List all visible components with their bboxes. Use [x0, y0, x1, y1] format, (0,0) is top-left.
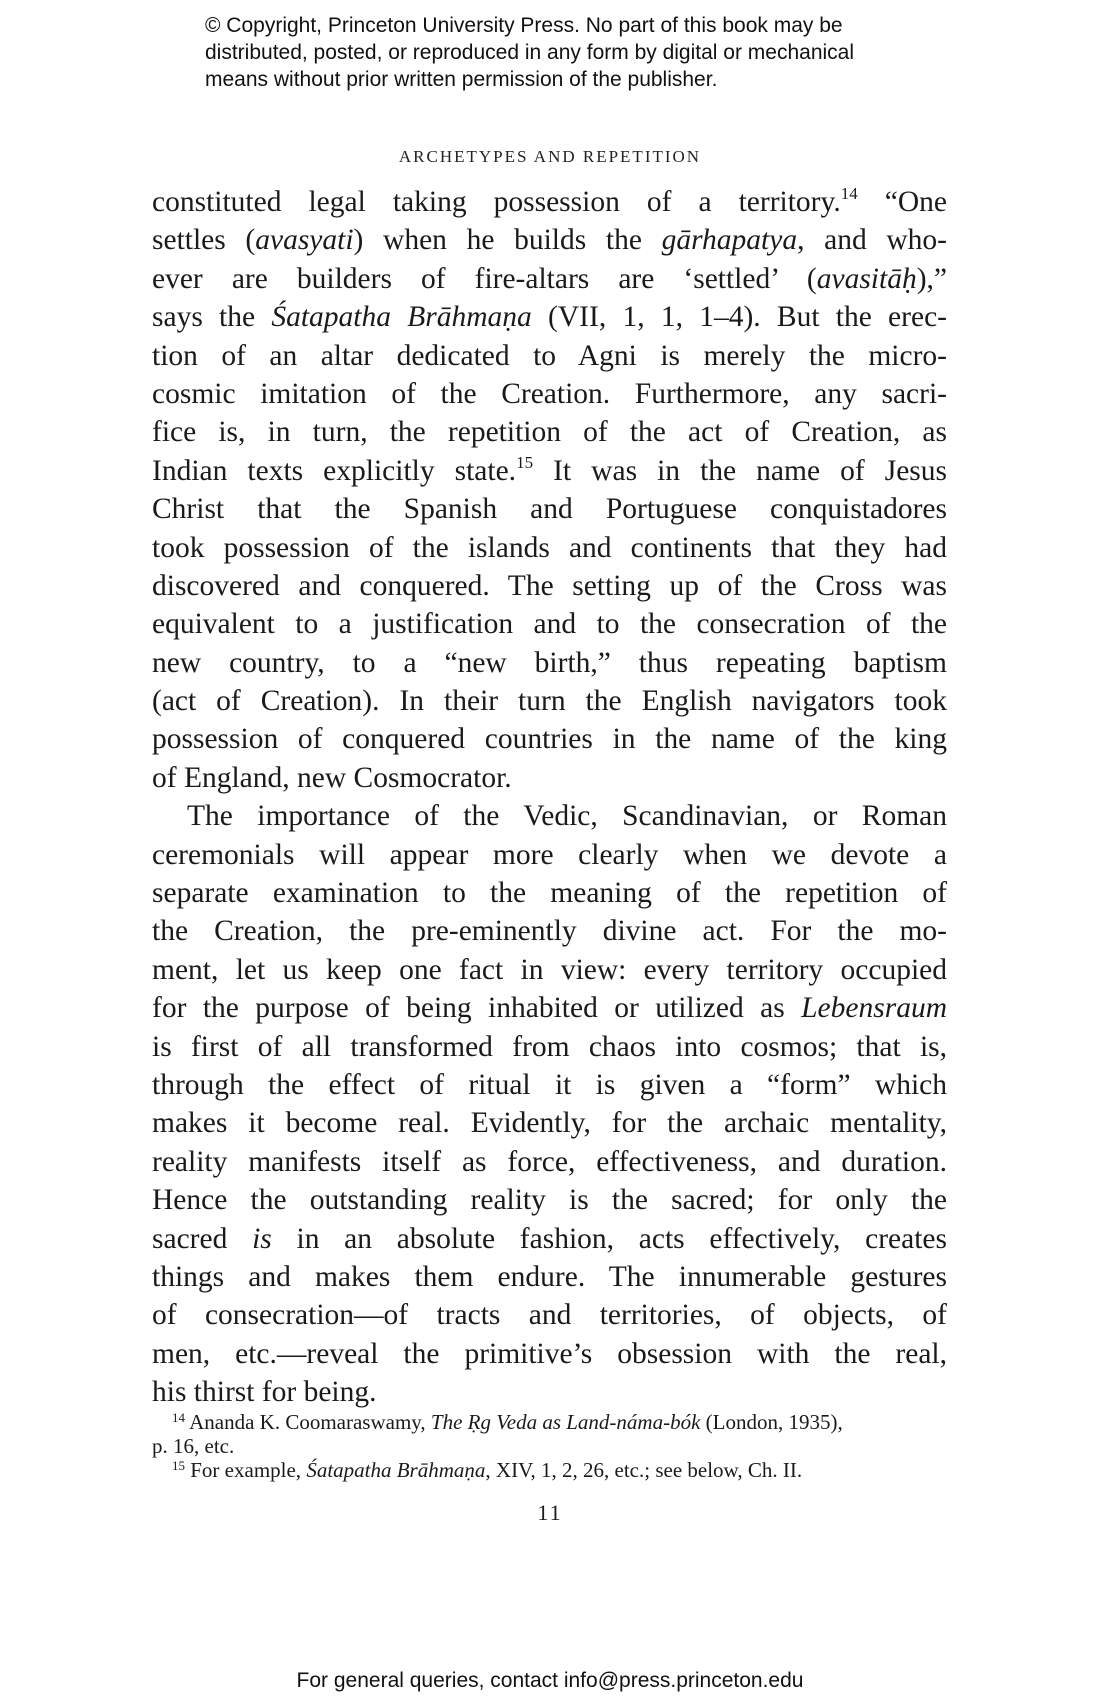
footnote-number: 15	[172, 1458, 185, 1473]
italic-term: avasitāḥ	[816, 262, 917, 295]
text-line: separate examination to the meaning of the repetition of	[152, 877, 947, 910]
text-line: took possession of the islands and continents that they had	[152, 531, 947, 564]
footnote-14	[152, 1410, 947, 1434]
text-line	[152, 989, 947, 1027]
text-span: constituted legal taking possession of a territory.	[152, 186, 841, 218]
text-line: Christ that the Spanish and Portuguese conquistadores	[152, 493, 947, 526]
text-line: cosmic imitation of the Creation. Furthermore, any sacri-	[152, 377, 947, 410]
text-line: Hence the outstanding reality is the sacred; for only the	[152, 1184, 947, 1217]
italic-term: is	[252, 1222, 272, 1255]
text-line	[152, 183, 947, 221]
text-line: The importance of the Vedic, Scandinavian, or Roman	[187, 800, 947, 833]
text-line	[152, 221, 947, 259]
copyright-line: © Copyright, Princeton University Press. No part of this book may be	[205, 14, 843, 37]
text-span: ever are builders of fire-altars are ‘settled’ (	[152, 262, 817, 295]
copyright-line: distributed, posted, or reproduced in any form by digital or mechanical	[205, 41, 855, 64]
text-line	[152, 260, 947, 298]
text-span: , and who-	[797, 224, 947, 257]
text-span: in an absolute fashion, acts effectively, creates	[271, 1222, 947, 1255]
contact-line: For general queries, contact info@press.princeton.edu	[296, 1669, 804, 1692]
text-line: reality manifests itself as force, effectiveness, and duration.	[152, 1145, 947, 1178]
italic-term: gārhapatya	[661, 224, 798, 257]
text-span: sacred	[152, 1222, 253, 1255]
text-span: It was in the name of Jesus	[533, 454, 947, 487]
text-line: (act of Creation). In their turn the English navigators took	[152, 685, 947, 718]
text-line: is first of all transformed from chaos into cosmos; that is,	[152, 1030, 947, 1063]
text-line: tion of an altar dedicated to Agni is merely the micro-	[152, 339, 947, 372]
text-line: fice is, in turn, the repetition of the act of Creation, as	[152, 416, 947, 449]
text-span: Indian texts explicitly state.	[152, 454, 517, 487]
text-span: , XIV, 1, 2, 26, etc.; see below, Ch. II.	[485, 1458, 803, 1482]
text-line	[152, 298, 947, 336]
text-span: (London, 1935),	[700, 1410, 843, 1434]
text-span: (VII, 1, 1, 1–4). But the erec-	[531, 301, 947, 334]
text-span: Ananda K. Coomaraswamy,	[185, 1410, 431, 1434]
text-span: says the	[152, 301, 272, 334]
text-line: equivalent to a justification and to the consecration of the	[152, 608, 947, 641]
text-line: possession of conquered countries in the name of the king	[152, 723, 947, 756]
text-line: of consecration—of tracts and territories, of objects, of	[152, 1299, 947, 1332]
running-head: ARCHETYPES AND REPETITION	[398, 147, 702, 166]
footnote-14-continuation: p. 16, etc.	[152, 1434, 235, 1458]
copyright-line: means without prior written permission of the publisher.	[205, 68, 718, 91]
text-span: settles (	[152, 224, 256, 257]
footnote-number: 14	[172, 1410, 185, 1425]
italic-title: Śatapatha Brāhmaṇa	[306, 1458, 486, 1482]
text-line: ment, let us keep one fact in view: every territory occupied	[152, 953, 947, 986]
footnotes	[152, 1410, 947, 1482]
text-span: For example,	[185, 1458, 307, 1482]
text-span: ),”	[916, 262, 947, 295]
text-span: for the purpose of being inhabited or utilized as	[152, 992, 802, 1025]
italic-title: The Ṛg Veda as Land-náma-bók	[430, 1410, 701, 1434]
text-line: new country, to a “new birth,” thus repeating baptism	[152, 646, 947, 679]
text-line: ceremonials will appear more clearly when we devote a	[152, 838, 947, 871]
text-line: his thirst for being.	[152, 1376, 377, 1409]
italic-term: Lebensraum	[801, 992, 947, 1025]
text-line: men, etc.—reveal the primitive’s obsession with the real,	[152, 1337, 947, 1370]
text-line	[152, 452, 947, 490]
body-text	[152, 183, 947, 1412]
footnote-15	[152, 1458, 947, 1482]
text-line: things and makes them endure. The innumerable gestures	[152, 1260, 947, 1293]
page-number: 11	[537, 1500, 563, 1525]
italic-term: Śatapatha Brāhmaṇa	[271, 301, 532, 334]
text-line: through the effect of ritual it is given a “form” which	[152, 1068, 947, 1101]
text-line	[152, 1220, 947, 1258]
text-line: discovered and conquered. The setting up of the Cross was	[152, 569, 947, 602]
footnote-ref: 15	[516, 452, 534, 472]
italic-term: avasyati	[255, 224, 354, 257]
text-span: “One	[857, 186, 947, 218]
text-line: of England, new Cosmocrator.	[152, 761, 512, 794]
text-line: makes it become real. Evidently, for the archaic mentality,	[152, 1107, 947, 1140]
text-span: ) when he builds the	[353, 224, 662, 257]
copyright-notice	[205, 12, 965, 93]
footnote-ref: 14	[840, 184, 858, 203]
text-line: the Creation, the pre-eminently divine act. For the mo-	[152, 915, 947, 948]
